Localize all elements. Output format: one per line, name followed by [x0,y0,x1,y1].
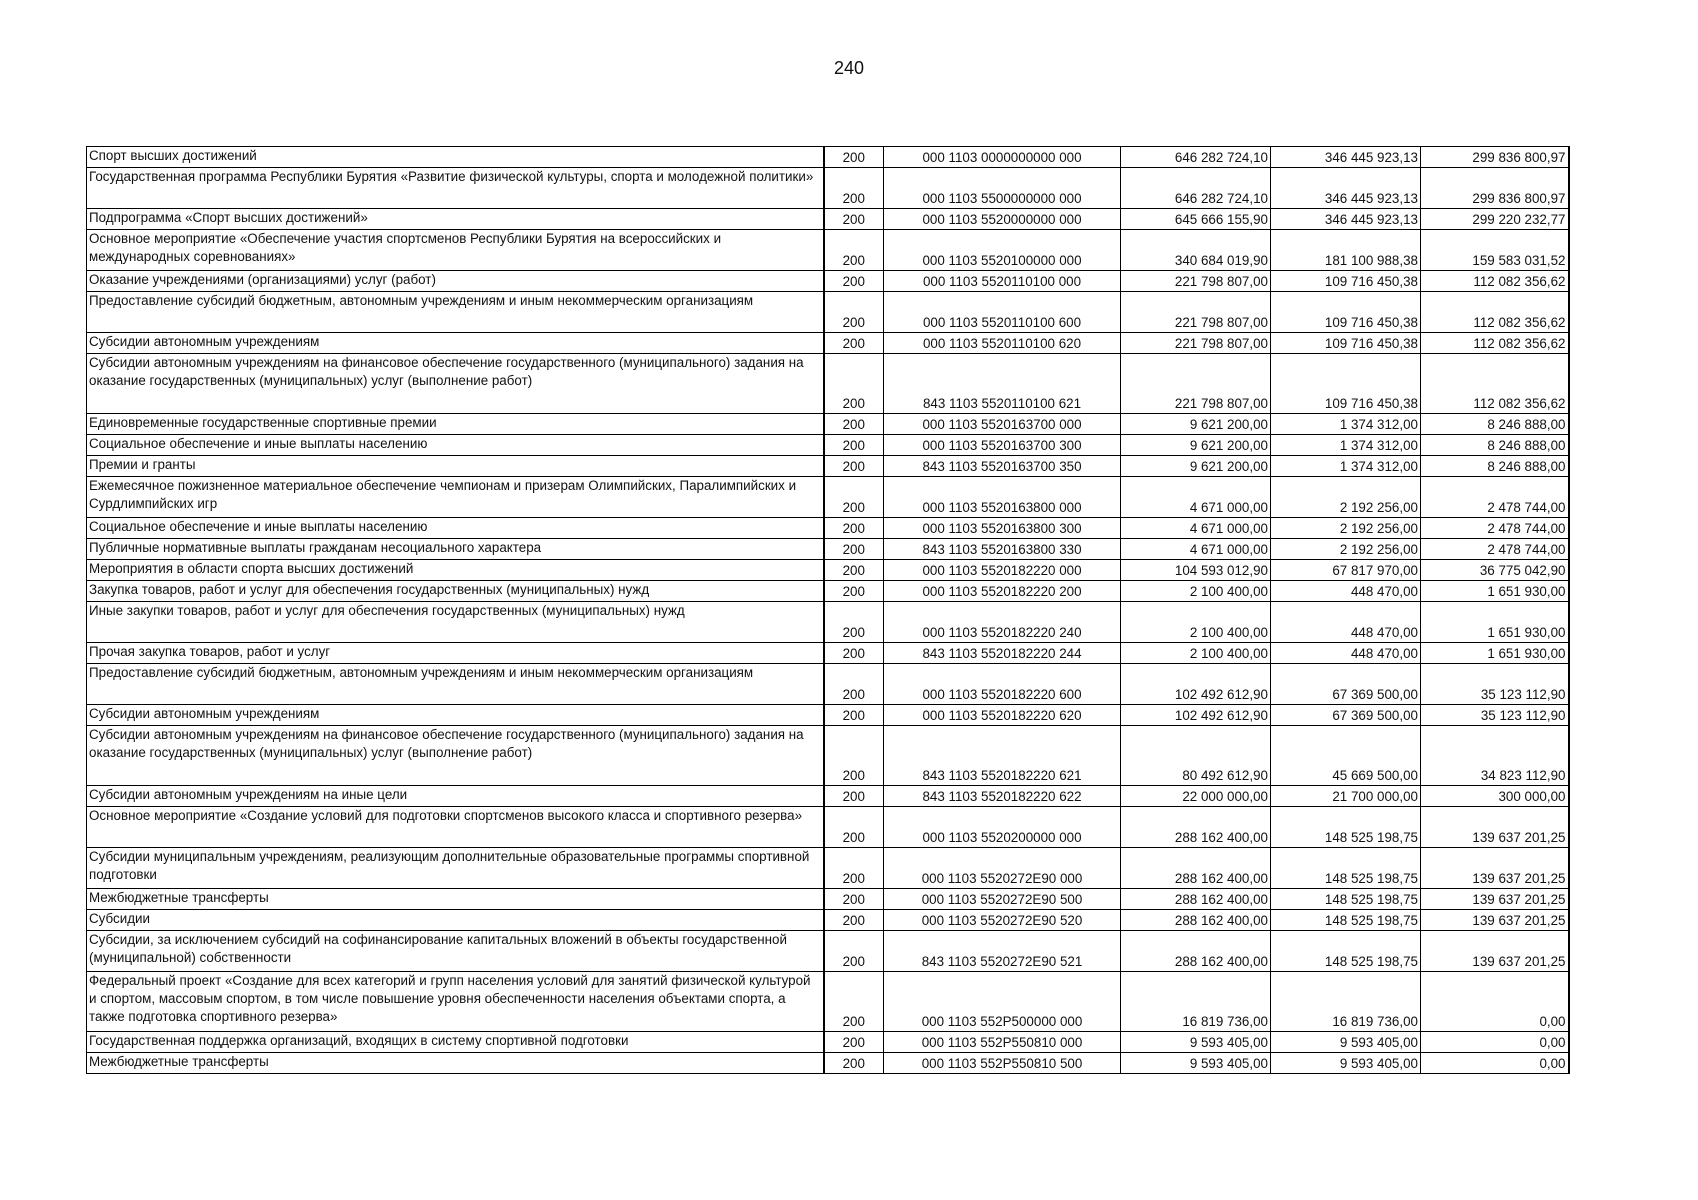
row-approved-cell: 16 819 736,00 [1121,972,1271,1032]
row-unexecuted-cell: 299 836 800,97 [1421,147,1569,168]
row-unexecuted-cell: 35 123 112,90 [1421,705,1569,726]
row-unexecuted-cell: 8 246 888,00 [1421,456,1569,477]
row-code-cell: 200 [824,726,884,786]
row-kbk-cell: 000 1103 5520000000 000 [884,209,1121,230]
row-name-cell: Основное мероприятие «Создание условий для подготовки спортсменов высокого класса и спортивного резерва» [87,807,824,848]
row-approved-cell: 9 621 200,00 [1121,414,1271,435]
row-approved-cell: 2 100 400,00 [1121,643,1271,664]
row-name-cell: Субсидии муниципальным учреждениям, реализующим дополнительные образовательные программы спортивной подготовки [87,848,824,889]
row-unexecuted-cell: 35 123 112,90 [1421,664,1569,705]
row-code-cell: 200 [824,664,884,705]
row-approved-cell: 288 162 400,00 [1121,910,1271,931]
row-code-cell: 200 [824,910,884,931]
row-approved-cell: 221 798 807,00 [1121,292,1271,333]
row-code-cell: 200 [824,292,884,333]
row-name-cell: Субсидии [87,910,824,931]
row-code-cell: 200 [824,889,884,910]
row-kbk-cell: 000 1103 5520110100 620 [884,333,1121,354]
table-row [87,726,1569,786]
row-executed-cell: 67 369 500,00 [1271,664,1421,705]
row-kbk-cell: 000 1103 5520163700 300 [884,435,1121,456]
row-unexecuted-cell: 8 246 888,00 [1421,435,1569,456]
row-kbk-cell: 843 1103 5520182220 622 [884,786,1121,807]
row-executed-cell: 2 192 256,00 [1271,539,1421,560]
row-code-cell: 200 [824,848,884,889]
row-kbk-cell: 000 1103 552P500000 000 [884,972,1121,1032]
row-kbk-cell: 000 1103 5520110100 000 [884,271,1121,292]
row-executed-cell: 346 445 923,13 [1271,147,1421,168]
row-approved-cell: 9 621 200,00 [1121,456,1271,477]
row-kbk-cell: 000 1103 5520163800 300 [884,518,1121,539]
row-name-cell: Иные закупки товаров, работ и услуг для обеспечения государственных (муниципальных) нужд [87,602,824,643]
row-code-cell: 200 [824,230,884,271]
row-executed-cell: 1 374 312,00 [1271,414,1421,435]
row-code-cell: 200 [824,643,884,664]
row-kbk-cell: 000 1103 5520182220 000 [884,560,1121,581]
table-row [87,147,1569,168]
row-unexecuted-cell: 36 775 042,90 [1421,560,1569,581]
row-name-cell: Прочая закупка товаров, работ и услуг [87,643,824,664]
row-unexecuted-cell: 112 082 356,62 [1421,271,1569,292]
row-unexecuted-cell: 299 836 800,97 [1421,168,1569,209]
row-kbk-cell: 843 1103 5520272E90 521 [884,931,1121,972]
row-executed-cell: 346 445 923,13 [1271,168,1421,209]
row-executed-cell: 148 525 198,75 [1271,910,1421,931]
row-code-cell: 200 [824,972,884,1032]
row-executed-cell: 9 593 405,00 [1271,1032,1421,1053]
row-name-cell: Субсидии автономным учреждениям [87,333,824,354]
row-name-cell: Предоставление субсидий бюджетным, автономным учреждениям и иным некоммерческим организациям [87,664,824,705]
row-approved-cell: 102 492 612,90 [1121,664,1271,705]
row-unexecuted-cell: 112 082 356,62 [1421,292,1569,333]
table-row [87,230,1569,271]
table-row [87,292,1569,333]
row-approved-cell: 104 593 012,90 [1121,560,1271,581]
table-row [87,560,1569,581]
row-name-cell: Федеральный проект «Создание для всех категорий и групп населения условий для занятий физической культурой и спортом, массовым спортом, в том числе повышение уровня обеспеченности населения объектами спорта, а также подготовка спортивного резерва» [87,972,824,1032]
table-row [87,414,1569,435]
row-unexecuted-cell: 1 651 930,00 [1421,581,1569,602]
row-kbk-cell: 843 1103 5520163800 330 [884,539,1121,560]
row-executed-cell: 448 470,00 [1271,581,1421,602]
row-unexecuted-cell: 0,00 [1421,972,1569,1032]
row-name-cell: Субсидии, за исключением субсидий на софинансирование капитальных вложений в объекты государственной (муниципальной) собственности [87,931,824,972]
table-row [87,477,1569,518]
row-executed-cell: 109 716 450,38 [1271,333,1421,354]
row-unexecuted-cell: 0,00 [1421,1032,1569,1053]
table-row [87,664,1569,705]
row-executed-cell: 148 525 198,75 [1271,889,1421,910]
table-row [87,1032,1569,1053]
row-approved-cell: 288 162 400,00 [1121,931,1271,972]
row-approved-cell: 9 621 200,00 [1121,435,1271,456]
row-executed-cell: 2 192 256,00 [1271,477,1421,518]
row-code-cell: 200 [824,560,884,581]
row-executed-cell: 45 669 500,00 [1271,726,1421,786]
row-code-cell: 200 [824,581,884,602]
row-unexecuted-cell: 2 478 744,00 [1421,518,1569,539]
row-unexecuted-cell: 299 220 232,77 [1421,209,1569,230]
row-unexecuted-cell: 112 082 356,62 [1421,354,1569,414]
row-code-cell: 200 [824,602,884,643]
row-code-cell: 200 [824,456,884,477]
row-unexecuted-cell: 34 823 112,90 [1421,726,1569,786]
row-kbk-cell: 000 1103 5520182220 240 [884,602,1121,643]
row-kbk-cell: 000 1103 0000000000 000 [884,147,1121,168]
row-executed-cell: 448 470,00 [1271,643,1421,664]
budget-table-body [87,147,1569,1074]
row-code-cell: 200 [824,477,884,518]
table-row [87,354,1569,414]
row-name-cell: Публичные нормативные выплаты гражданам несоциального характера [87,539,824,560]
row-name-cell: Предоставление субсидий бюджетным, автономным учреждениям и иным некоммерческим организациям [87,292,824,333]
row-kbk-cell: 000 1103 5500000000 000 [884,168,1121,209]
row-executed-cell: 346 445 923,13 [1271,209,1421,230]
row-executed-cell: 448 470,00 [1271,602,1421,643]
row-executed-cell: 109 716 450,38 [1271,271,1421,292]
row-unexecuted-cell: 159 583 031,52 [1421,230,1569,271]
row-kbk-cell: 000 1103 5520182220 200 [884,581,1121,602]
row-approved-cell: 2 100 400,00 [1121,602,1271,643]
row-unexecuted-cell: 0,00 [1421,1053,1569,1074]
table-row [87,435,1569,456]
row-approved-cell: 2 100 400,00 [1121,581,1271,602]
row-unexecuted-cell: 112 082 356,62 [1421,333,1569,354]
row-name-cell: Мероприятия в области спорта высших достижений [87,560,824,581]
row-approved-cell: 102 492 612,90 [1121,705,1271,726]
row-kbk-cell: 000 1103 5520163700 000 [884,414,1121,435]
page-number: 240 [833,58,865,78]
row-unexecuted-cell: 8 246 888,00 [1421,414,1569,435]
row-executed-cell: 148 525 198,75 [1271,931,1421,972]
row-name-cell: Единовременные государственные спортивные премии [87,414,824,435]
row-approved-cell: 288 162 400,00 [1121,848,1271,889]
row-executed-cell: 181 100 988,38 [1271,230,1421,271]
row-kbk-cell: 000 1103 552P550810 000 [884,1032,1121,1053]
row-name-cell: Социальное обеспечение и иные выплаты населению [87,435,824,456]
row-unexecuted-cell: 139 637 201,25 [1421,889,1569,910]
table-row [87,1053,1569,1074]
row-code-cell: 200 [824,1032,884,1053]
row-name-cell: Межбюджетные трансферты [87,1053,824,1074]
row-code-cell: 200 [824,354,884,414]
table-row [87,807,1569,848]
row-executed-cell: 67 817 970,00 [1271,560,1421,581]
table-row [87,581,1569,602]
table-row [87,209,1569,230]
row-code-cell: 200 [824,931,884,972]
row-kbk-cell: 000 1103 5520182220 600 [884,664,1121,705]
row-executed-cell: 21 700 000,00 [1271,786,1421,807]
row-code-cell: 200 [824,209,884,230]
row-approved-cell: 340 684 019,90 [1121,230,1271,271]
row-approved-cell: 9 593 405,00 [1121,1032,1271,1053]
row-name-cell: Основное мероприятие «Обеспечение участия спортсменов Республики Бурятия на всероссийских и международных соревнованиях» [87,230,824,271]
row-unexecuted-cell: 139 637 201,25 [1421,848,1569,889]
row-approved-cell: 4 671 000,00 [1121,477,1271,518]
row-kbk-cell: 000 1103 5520272E90 500 [884,889,1121,910]
row-unexecuted-cell: 139 637 201,25 [1421,931,1569,972]
table-row [87,643,1569,664]
row-executed-cell: 9 593 405,00 [1271,1053,1421,1074]
row-name-cell: Субсидии автономным учреждениям на иные цели [87,786,824,807]
row-approved-cell: 80 492 612,90 [1121,726,1271,786]
row-approved-cell: 9 593 405,00 [1121,1053,1271,1074]
row-name-cell: Премии и гранты [87,456,824,477]
row-unexecuted-cell: 1 651 930,00 [1421,602,1569,643]
table-row [87,786,1569,807]
row-executed-cell: 148 525 198,75 [1271,807,1421,848]
row-name-cell: Субсидии автономным учреждениям [87,705,824,726]
row-code-cell: 200 [824,435,884,456]
row-code-cell: 200 [824,147,884,168]
row-approved-cell: 646 282 724,10 [1121,147,1271,168]
row-executed-cell: 109 716 450,38 [1271,292,1421,333]
row-executed-cell: 1 374 312,00 [1271,435,1421,456]
row-name-cell: Ежемесячное пожизненное материальное обеспечение чемпионам и призерам Олимпийских, Паралимпийских и Сурдлимпийских игр [87,477,824,518]
row-approved-cell: 4 671 000,00 [1121,518,1271,539]
row-code-cell: 200 [824,168,884,209]
row-approved-cell: 221 798 807,00 [1121,333,1271,354]
row-name-cell: Спорт высших достижений [87,147,824,168]
row-approved-cell: 221 798 807,00 [1121,354,1271,414]
row-approved-cell: 288 162 400,00 [1121,889,1271,910]
row-approved-cell: 646 282 724,10 [1121,168,1271,209]
table-row [87,910,1569,931]
row-code-cell: 200 [824,414,884,435]
table-row [87,333,1569,354]
row-name-cell: Государственная поддержка организаций, входящих в систему спортивной подготовки [87,1032,824,1053]
row-approved-cell: 4 671 000,00 [1121,539,1271,560]
row-kbk-cell: 000 1103 552P550810 500 [884,1053,1121,1074]
budget-table [86,146,1570,1074]
row-name-cell: Субсидии автономным учреждениям на финансовое обеспечение государственного (муниципального) задания на оказание государственных (муниципальных) услуг (выполнение работ) [87,354,824,414]
row-code-cell: 200 [824,539,884,560]
table-row [87,518,1569,539]
row-code-cell: 200 [824,1053,884,1074]
row-unexecuted-cell: 2 478 744,00 [1421,539,1569,560]
row-kbk-cell: 000 1103 5520100000 000 [884,230,1121,271]
row-code-cell: 200 [824,333,884,354]
row-unexecuted-cell: 1 651 930,00 [1421,643,1569,664]
row-unexecuted-cell: 139 637 201,25 [1421,807,1569,848]
row-name-cell: Закупка товаров, работ и услуг для обеспечения государственных (муниципальных) нужд [87,581,824,602]
row-name-cell: Подпрограмма «Спорт высших достижений» [87,209,824,230]
row-kbk-cell: 843 1103 5520163700 350 [884,456,1121,477]
row-kbk-cell: 000 1103 5520200000 000 [884,807,1121,848]
row-kbk-cell: 000 1103 5520110100 600 [884,292,1121,333]
table-row [87,271,1569,292]
row-unexecuted-cell: 300 000,00 [1421,786,1569,807]
row-kbk-cell: 843 1103 5520182220 244 [884,643,1121,664]
table-row [87,602,1569,643]
table-row [87,972,1569,1032]
row-code-cell: 200 [824,786,884,807]
row-name-cell: Межбюджетные трансферты [87,889,824,910]
row-approved-cell: 645 666 155,90 [1121,209,1271,230]
row-code-cell: 200 [824,271,884,292]
table-row [87,848,1569,889]
row-executed-cell: 109 716 450,38 [1271,354,1421,414]
row-name-cell: Социальное обеспечение и иные выплаты населению [87,518,824,539]
table-row [87,456,1569,477]
table-row [87,705,1569,726]
row-kbk-cell: 000 1103 5520182220 620 [884,705,1121,726]
row-executed-cell: 148 525 198,75 [1271,848,1421,889]
table-row [87,889,1569,910]
row-kbk-cell: 000 1103 5520272E90 000 [884,848,1121,889]
row-unexecuted-cell: 2 478 744,00 [1421,477,1569,518]
table-row [87,539,1569,560]
table-row [87,931,1569,972]
row-executed-cell: 67 369 500,00 [1271,705,1421,726]
row-name-cell: Оказание учреждениями (организациями) услуг (работ) [87,271,824,292]
row-kbk-cell: 000 1103 5520163800 000 [884,477,1121,518]
row-approved-cell: 221 798 807,00 [1121,271,1271,292]
table-row [87,168,1569,209]
row-kbk-cell: 843 1103 5520110100 621 [884,354,1121,414]
row-executed-cell: 2 192 256,00 [1271,518,1421,539]
row-name-cell: Государственная программа Республики Бурятия «Развитие физической культуры, спорта и молодежной политики» [87,168,824,209]
row-executed-cell: 1 374 312,00 [1271,456,1421,477]
row-name-cell: Субсидии автономным учреждениям на финансовое обеспечение государственного (муниципального) задания на оказание государственных (муниципальных) услуг (выполнение работ) [87,726,824,786]
row-code-cell: 200 [824,807,884,848]
row-approved-cell: 22 000 000,00 [1121,786,1271,807]
row-approved-cell: 288 162 400,00 [1121,807,1271,848]
row-executed-cell: 16 819 736,00 [1271,972,1421,1032]
row-code-cell: 200 [824,705,884,726]
row-unexecuted-cell: 139 637 201,25 [1421,910,1569,931]
row-code-cell: 200 [824,518,884,539]
row-kbk-cell: 843 1103 5520182220 621 [884,726,1121,786]
row-kbk-cell: 000 1103 5520272E90 520 [884,910,1121,931]
